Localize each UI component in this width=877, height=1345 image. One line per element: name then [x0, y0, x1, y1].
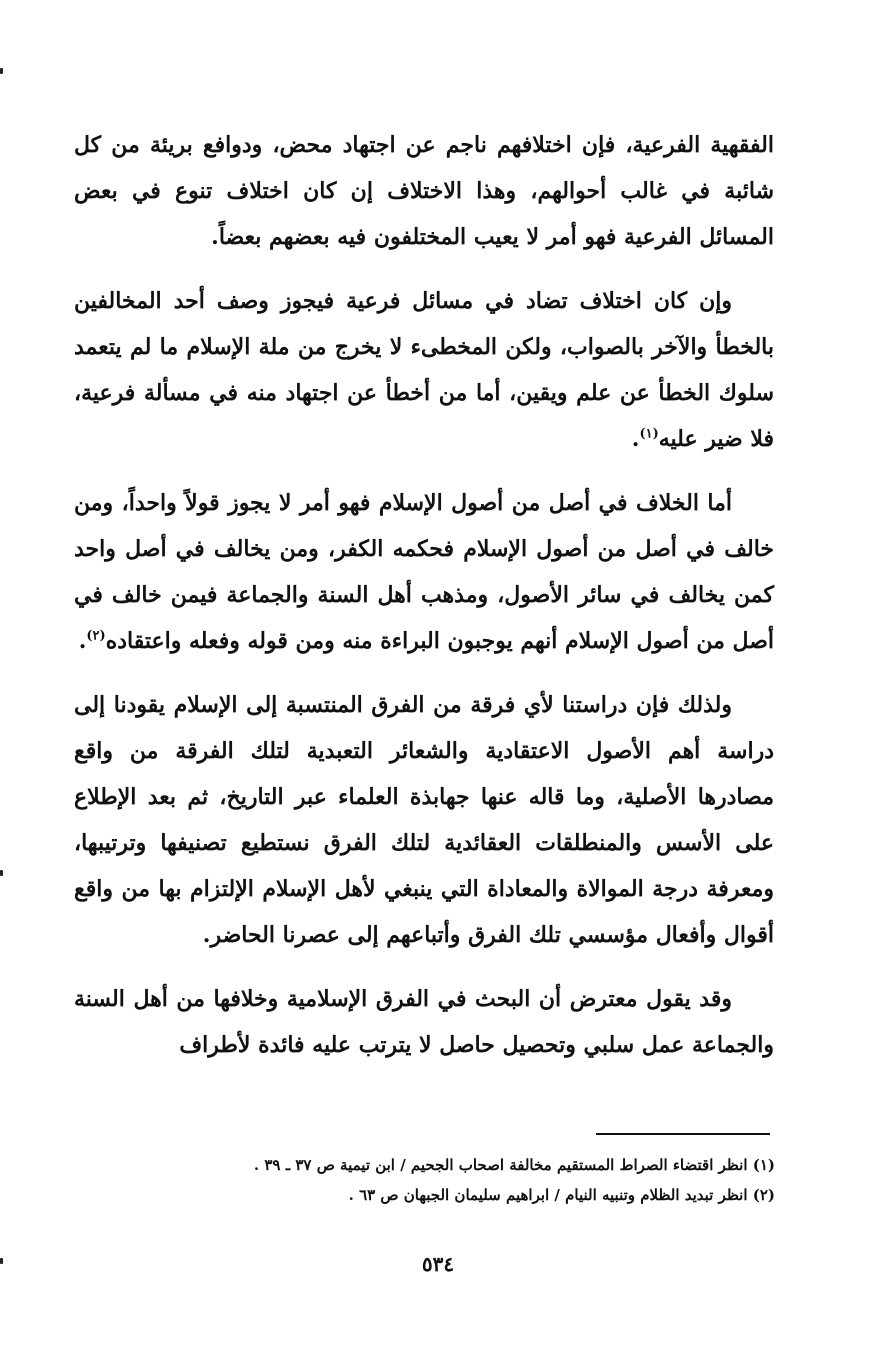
paragraph	[74, 480, 774, 664]
scan-speck	[0, 68, 3, 74]
scan-speck	[0, 870, 3, 876]
footnote-separator	[596, 1133, 770, 1135]
paragraph	[74, 976, 774, 1068]
paragraph	[74, 122, 774, 260]
paragraph-text: وإن كان اختلاف تضاد في مسائل فرعية فيجوز وصف أحد المخالفين بالخطأ والآخر بالصواب، ولكن المخطىء لا يخرج من ملة الإسلام ما لم يتعمد سلوك الخطأ عن علم ويقين، أما من أخطأ عن اجتهاد منه في مسألة فرعية، فلا ضير عليه	[74, 288, 774, 452]
footnote-reference: (١)	[639, 426, 659, 442]
paragraph-end: .	[631, 426, 640, 452]
body-text	[74, 122, 774, 1086]
paragraph-text: أما الخلاف في أصل من أصول الإسلام فهو أمر لا يجوز قولاً واحداً، ومن خالف في أصل من أصول الإسلام فحكمه الكفر، ومن يخالف في أصل واحد كمن يخالف في سائر الأصول، ومذهب أهل السنة والجماعة فيمن خالف في أصل من أصول الإسلام أنهم يوجبون البراءة منه ومن قوله وفعله واعتقاده	[74, 490, 774, 654]
scan-speck	[0, 1258, 3, 1264]
paragraph	[74, 682, 774, 958]
footnote: (١) انظر اقتضاء الصراط المستقيم مخالفة اصحاب الجحيم / ابن تيمية ص ٣٧ ـ ٣٩ .	[253, 1156, 775, 1174]
footnote-reference: (٢)	[86, 628, 106, 644]
footnotes	[120, 1150, 775, 1210]
paragraph	[74, 278, 774, 462]
footnote: (٢) انظر تبديد الظلام وتنبيه النيام / ابراهيم سليمان الجبهان ص ٦٣ .	[348, 1186, 775, 1204]
paragraph-text: الفقهية الفرعية، فإن اختلافهم ناجم عن اجتهاد محض، ودوافع بريئة من كل شائبة في غالب أحوالهم، وهذا الاختلاف إن كان اختلاف تنوع في بعض المسائل الفرعية فهو أمر لا يعيب المختلفون فيه بعضهم بعضاً.	[74, 132, 774, 250]
paragraph-text: ولذلك فإن دراستنا لأي فرقة من الفرق المنتسبة إلى الإسلام يقودنا إلى دراسة أهم الأصول الاعتقادية والشعائر التعبدية لتلك الفرقة من واقع مصادرها الأصلية، وما قاله عنها جهابذة العلماء عبر التاريخ، ثم بعد الإطلاع على الأسس والمنطلقات العقائدية لتلك الفرق نستطيع تصنيفها وترتيبها، ومعرفة درجة الموالاة والمعاداة التي ينبغي لأهل الإسلام الإلتزام بها من واقع أقوال وأفعال مؤسسي تلك الفرق وأتباعهم إلى عصرنا الحاضر.	[74, 692, 774, 948]
paragraph-end: .	[78, 628, 87, 654]
paragraph-text: وقد يقول معترض أن البحث في الفرق الإسلامية وخلافها من أهل السنة والجماعة عمل سلبي وتحصيل حاصل لا يترتب عليه فائدة لأطراف	[74, 986, 774, 1058]
page-number: ٥٣٤	[421, 1252, 455, 1276]
